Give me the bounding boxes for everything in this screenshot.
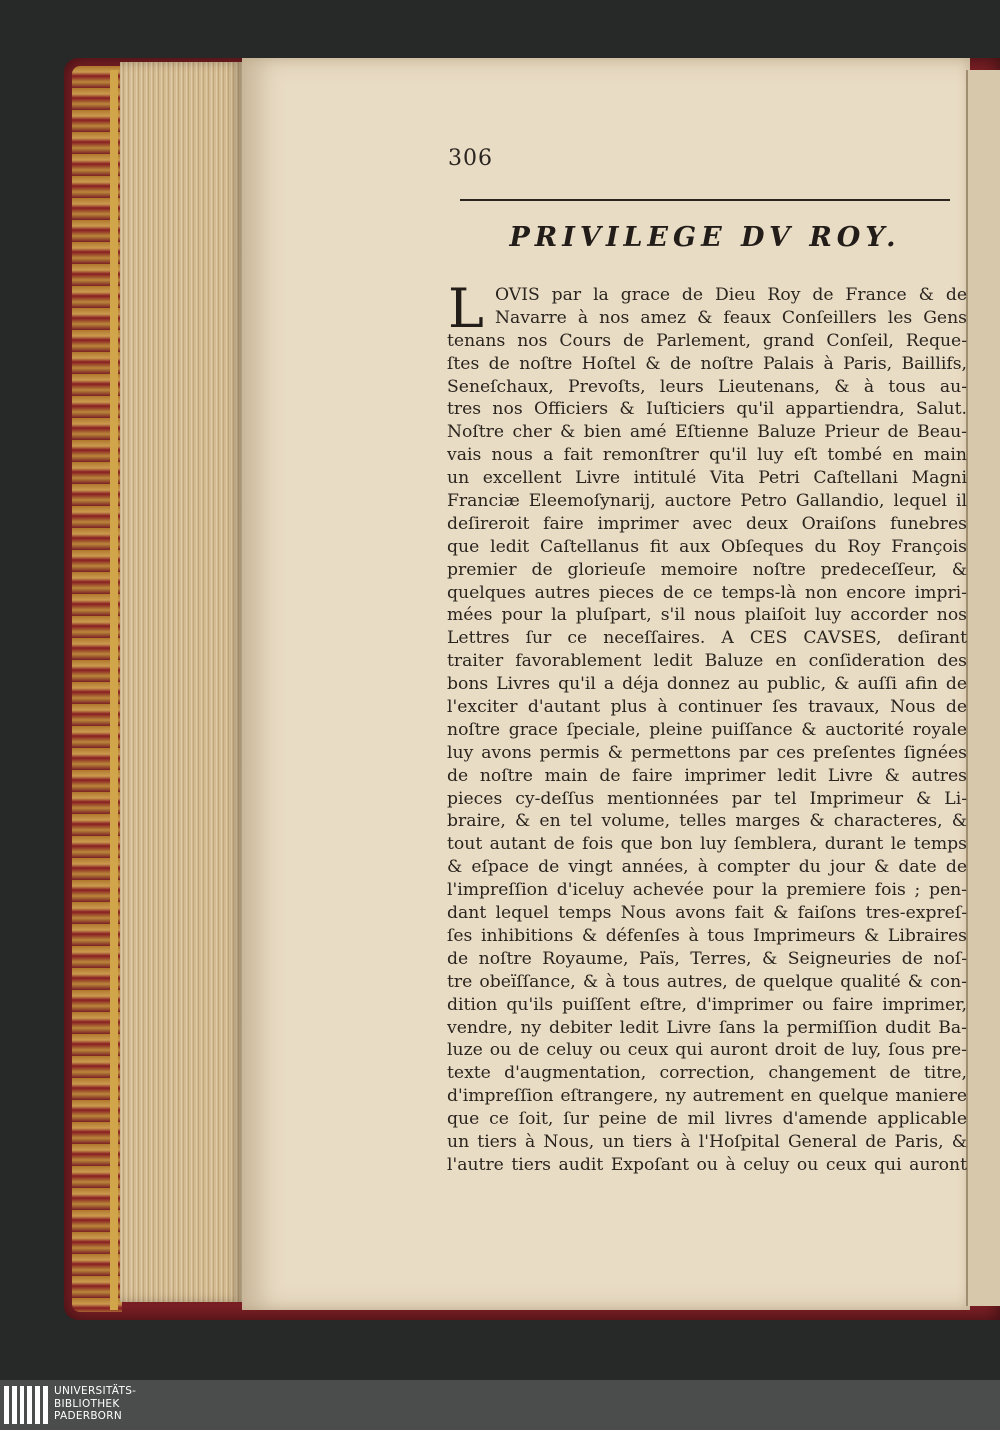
- text-line: Lettres ſur ce neceſſaires. A CES CAVSES, deſirant: [447, 628, 967, 649]
- text-line: de noſtre main de faire imprimer ledit Livre & autres: [447, 765, 967, 786]
- logo-line-3: PADERBORN: [54, 1410, 122, 1422]
- text-line: texte d'augmentation, correction, changement de titre,: [447, 1063, 967, 1084]
- text-line: & eſpace de vingt années, à compter du jour & date de: [447, 857, 967, 878]
- text-line: Noſtre cher & bien amé Eſtienne Baluze Prieur de Beau-: [447, 422, 967, 443]
- text-line: de noſtre Royaume, Païs, Terres, & Seigneuries de noſ-: [447, 948, 967, 969]
- text-line: ſtes de noſtre Hoſtel & de noſtre Palais à Paris, Baillifs,: [447, 353, 967, 374]
- gilt-stripe: [110, 70, 118, 1310]
- text-line: dition qu'ils puiſſent eſtre, d'imprimer ou faire imprimer,: [447, 994, 967, 1015]
- text-line: bons Livres qu'il a déja donnez au public, & auſſi afin de: [447, 674, 967, 695]
- text-line: Franciæ Eleemoſynarij, auctore Petro Gallandio, lequel il: [447, 491, 967, 512]
- text-line: vais nous a fait remonſtrer qu'il luy eſt tombé en main: [447, 445, 967, 466]
- text-line: tre obeïſſance, & à tous autres, de quelque qualité & con-: [447, 971, 967, 992]
- page-heading: PRIVILEGE DV ROY.: [509, 222, 901, 253]
- text-line: l'impreſſion d'iceluy achevée pour la premiere fois ; pen-: [447, 880, 967, 901]
- library-footer: [0, 1380, 1000, 1430]
- logo-line-1: UNIVERSITÄTS-: [54, 1385, 137, 1397]
- text-line: deſireroit faire imprimer avec deux Oraiſons funebres: [447, 513, 967, 534]
- text-line: OVIS par la grace de Dieu Roy de France & de: [495, 285, 967, 305]
- text-line: braire, & en tel volume, telles marges & characteres, &: [447, 811, 967, 832]
- text-line: vendre, ny debiter ledit Livre ſans la permiſſion dudit Ba-: [447, 1017, 967, 1038]
- page-edges: [120, 62, 242, 1302]
- text-line: l'exciter d'autant plus à continuer ſes travaux, Nous de: [447, 697, 967, 718]
- text-line: noſtre grace ſpeciale, pleine puiſſance & auctorité royale: [447, 719, 967, 740]
- text-line: traiter favorablement ledit Baluze en conſideration des: [447, 651, 967, 672]
- text-line: tenans nos Cours de Parlement, grand Conſeil, Reque-: [447, 330, 967, 351]
- text-line: d'impreſſion eſtrangere, ny autrement en quelque maniere: [447, 1086, 967, 1107]
- library-logo-text: [54, 1385, 136, 1423]
- library-bars-icon: [4, 1386, 48, 1424]
- page-number: 306: [448, 146, 493, 171]
- text-line: que ce ſoit, ſur peine de mil livres d'amende applicable: [447, 1109, 967, 1130]
- text-line: un excellent Livre intitulé Vita Petri Caſtellani Magni: [447, 468, 967, 489]
- text-line: Navarre à nos amez & feaux Conſeillers les Gens: [495, 307, 967, 328]
- next-page-edge: [966, 70, 1000, 1306]
- text-line: luze ou de celuy ou ceux qui auront droit de luy, ſous pre-: [447, 1040, 967, 1061]
- text-line: tout autant de fois que bon luy ſemblera, durant le temps: [447, 834, 967, 855]
- text-line: un tiers à Nous, un tiers à l'Hoſpital General de Paris, &: [447, 1131, 967, 1152]
- text-line: tres nos Officiers & Iuſticiers qu'il appartiendra, Salut.: [447, 399, 967, 420]
- text-line: premier de glorieuſe memoire noſtre predeceſſeur, &: [447, 559, 967, 580]
- text-line: que ledit Caſtellanus fit aux Obſeques du Roy François: [447, 536, 967, 557]
- text-line: quelques autres pieces de ce temps-là non encore impri-: [447, 582, 967, 603]
- text-line: luy avons permis & permettons par ces preſentes ſignées: [447, 742, 967, 763]
- text-line: Seneſchaux, Prevoſts, leurs Lieutenans, & à tous au-: [447, 376, 967, 397]
- text-line: dant lequel temps Nous avons fait & faiſons tres-expreſ-: [447, 903, 967, 924]
- text-line: ſes inhibitions & défenſes à tous Imprimeurs & Libraires: [447, 925, 967, 946]
- text-line: pieces cy-deſſus mentionnées par tel Imprimeur & Li-: [447, 788, 967, 809]
- drop-cap: L: [448, 277, 484, 340]
- body-text: [447, 277, 967, 1177]
- logo-line-2: BIBLIOTHEK: [54, 1397, 120, 1410]
- text-line: l'autre tiers audit Expoſant ou à celuy ou ceux qui auront: [447, 1154, 967, 1175]
- header-rule: [460, 199, 950, 201]
- text-line: mées pour la pluſpart, s'il nous plaiſoit luy accorder nos: [447, 605, 967, 626]
